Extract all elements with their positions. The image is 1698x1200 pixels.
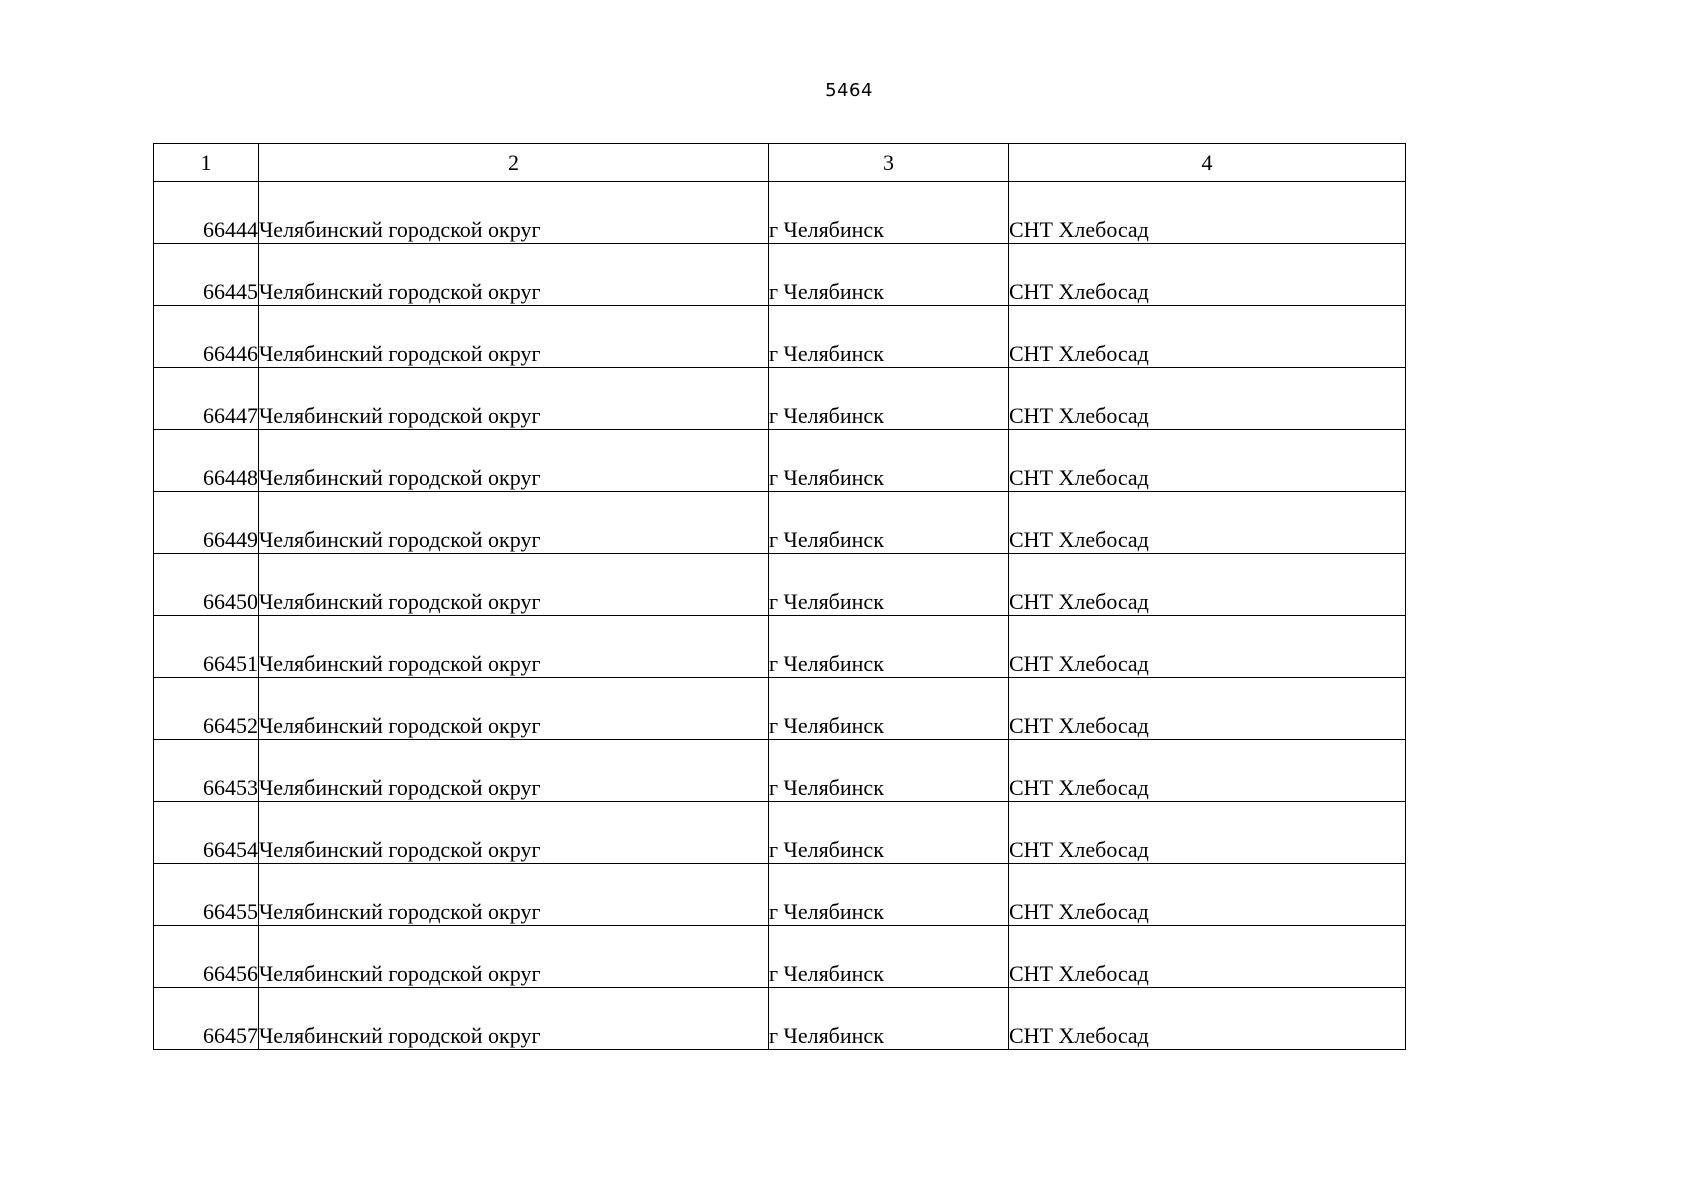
record-number-cell: 66457 <box>154 988 259 1050</box>
settlement-cell: г Челябинск <box>769 554 1009 616</box>
locality-cell: СНТ Хлебосад <box>1009 864 1406 926</box>
locality-cell: СНТ Хлебосад <box>1009 616 1406 678</box>
table-row <box>154 616 1406 678</box>
table-row <box>154 492 1406 554</box>
settlement-cell: г Челябинск <box>769 616 1009 678</box>
district-cell: Челябинский городской округ <box>259 988 769 1050</box>
column-header-4: 4 <box>1009 144 1406 182</box>
table-row <box>154 926 1406 988</box>
settlement-cell: г Челябинск <box>769 430 1009 492</box>
table-header <box>154 144 1406 182</box>
settlement-cell: г Челябинск <box>769 988 1009 1050</box>
district-cell: Челябинский городской округ <box>259 554 769 616</box>
record-number-cell: 66448 <box>154 430 259 492</box>
table-row <box>154 678 1406 740</box>
table-row <box>154 802 1406 864</box>
table-row <box>154 740 1406 802</box>
settlement-cell: г Челябинск <box>769 182 1009 244</box>
settlement-cell: г Челябинск <box>769 740 1009 802</box>
locality-cell: СНТ Хлебосад <box>1009 244 1406 306</box>
settlement-cell: г Челябинск <box>769 244 1009 306</box>
record-number-cell: 66444 <box>154 182 259 244</box>
record-number-cell: 66447 <box>154 368 259 430</box>
table-body <box>154 182 1406 1050</box>
table-row <box>154 368 1406 430</box>
district-cell: Челябинский городской округ <box>259 492 769 554</box>
table-row <box>154 244 1406 306</box>
district-cell: Челябинский городской округ <box>259 926 769 988</box>
settlement-cell: г Челябинск <box>769 926 1009 988</box>
settlement-cell: г Челябинск <box>769 678 1009 740</box>
record-number-cell: 66451 <box>154 616 259 678</box>
district-cell: Челябинский городской округ <box>259 182 769 244</box>
page-number: 5464 <box>825 80 873 101</box>
column-header-2: 2 <box>259 144 769 182</box>
district-cell: Челябинский городской округ <box>259 864 769 926</box>
locality-cell: СНТ Хлебосад <box>1009 492 1406 554</box>
locality-cell: СНТ Хлебосад <box>1009 554 1406 616</box>
record-number-cell: 66450 <box>154 554 259 616</box>
record-number-cell: 66454 <box>154 802 259 864</box>
locality-cell: СНТ Хлебосад <box>1009 368 1406 430</box>
locality-cell: СНТ Хлебосад <box>1009 740 1406 802</box>
locality-cell: СНТ Хлебосад <box>1009 306 1406 368</box>
locality-cell: СНТ Хлебосад <box>1009 430 1406 492</box>
district-cell: Челябинский городской округ <box>259 740 769 802</box>
district-cell: Челябинский городской округ <box>259 244 769 306</box>
district-cell: Челябинский городской округ <box>259 306 769 368</box>
locality-cell: СНТ Хлебосад <box>1009 802 1406 864</box>
settlement-cell: г Челябинск <box>769 864 1009 926</box>
table-row <box>154 864 1406 926</box>
record-number-cell: 66449 <box>154 492 259 554</box>
table-row <box>154 988 1406 1050</box>
settlement-cell: г Челябинск <box>769 802 1009 864</box>
column-header-1: 1 <box>154 144 259 182</box>
district-cell: Челябинский городской округ <box>259 802 769 864</box>
table-row <box>154 430 1406 492</box>
record-number-cell: 66455 <box>154 864 259 926</box>
record-number-cell: 66446 <box>154 306 259 368</box>
locality-cell: СНТ Хлебосад <box>1009 678 1406 740</box>
locality-cell: СНТ Хлебосад <box>1009 926 1406 988</box>
locality-cell: СНТ Хлебосад <box>1009 182 1406 244</box>
district-cell: Челябинский городской округ <box>259 430 769 492</box>
table-row <box>154 554 1406 616</box>
locality-cell: СНТ Хлебосад <box>1009 988 1406 1050</box>
table-row <box>154 182 1406 244</box>
settlement-cell: г Челябинск <box>769 492 1009 554</box>
record-number-cell: 66456 <box>154 926 259 988</box>
district-cell: Челябинский городской округ <box>259 616 769 678</box>
district-cell: Челябинский городской округ <box>259 368 769 430</box>
column-header-3: 3 <box>769 144 1009 182</box>
header-row <box>154 144 1406 182</box>
record-number-cell: 66453 <box>154 740 259 802</box>
table-row <box>154 306 1406 368</box>
district-cell: Челябинский городской округ <box>259 678 769 740</box>
data-table <box>153 143 1406 1050</box>
record-number-cell: 66445 <box>154 244 259 306</box>
settlement-cell: г Челябинск <box>769 306 1009 368</box>
record-number-cell: 66452 <box>154 678 259 740</box>
settlement-cell: г Челябинск <box>769 368 1009 430</box>
